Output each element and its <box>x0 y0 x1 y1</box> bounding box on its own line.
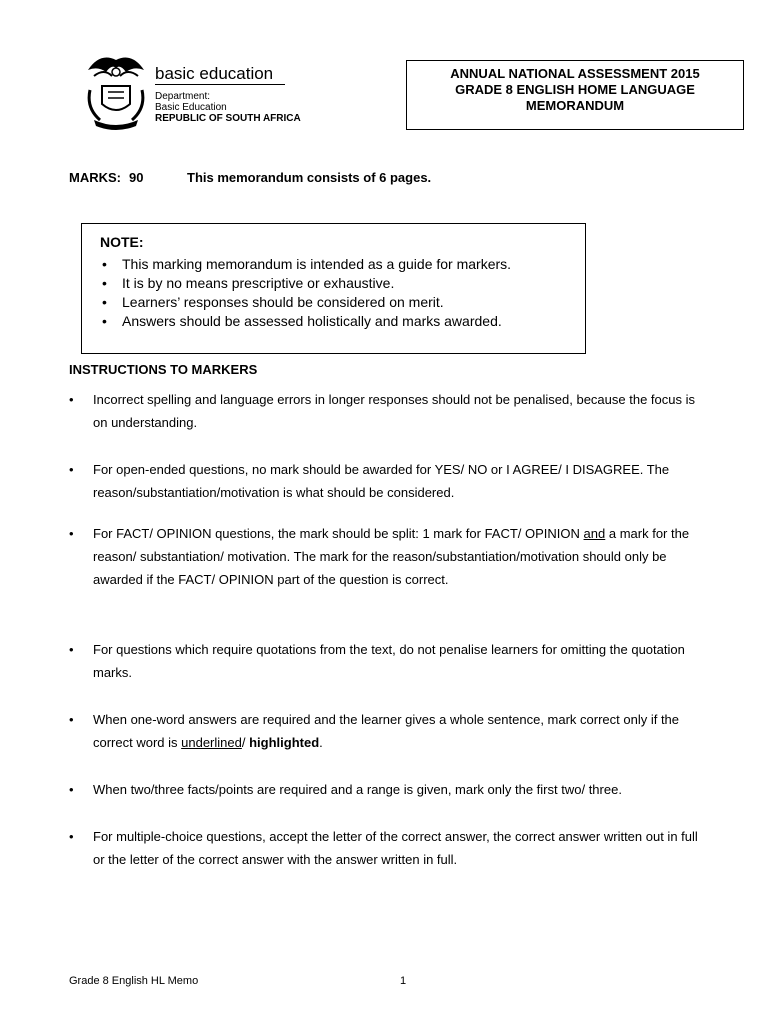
pages-info: This memorandum consists of 6 pages. <box>187 170 432 185</box>
highlighted-word: highlighted <box>249 735 320 750</box>
marks-line <box>69 170 431 185</box>
instruction-text: For questions which require quotations from the text, do not penalise learners for omitting the quotation marks. <box>93 642 685 680</box>
footer-document-name: Grade 8 English HL Memo <box>69 975 199 987</box>
note-title: NOTE: <box>100 234 144 250</box>
note-item: • Answers should be assessed holistically and marks awarded. <box>100 312 567 331</box>
bullet-icon: • <box>69 526 74 541</box>
bullet-icon: • <box>69 642 74 657</box>
instruction-item <box>69 388 709 434</box>
instruction-item <box>69 522 709 591</box>
instruction-text: For multiple-choice questions, accept the letter of the correct answer, the correct answer written out in full or the letter of the correct answer with the answer written in full. <box>93 829 698 867</box>
title-line-memorandum: MEMORANDUM <box>525 98 625 113</box>
instruction-item <box>69 638 709 684</box>
instruction-item <box>69 825 709 871</box>
instruction-text-part: For FACT/ OPINION questions, the mark should be split: 1 mark for FACT/ OPINION <box>93 526 584 541</box>
bullet-icon: • <box>69 829 74 844</box>
note-item: • Learners’ responses should be considered on merit. <box>100 293 567 312</box>
note-box <box>81 223 586 354</box>
instruction-text-part: a mark for the reason/ substantiation/ motivation. The mark for the reason/substantiation/motivation should only be awarded if the FACT/ OPINION part of the question is correct. <box>93 526 690 587</box>
bullet-icon: • <box>69 462 74 477</box>
title-line-grade: GRADE 8 ENGLISH HOME LANGUAGE <box>455 82 695 97</box>
instruction-item <box>69 458 709 504</box>
brand-country: REPUBLIC OF SOUTH AFRICA <box>155 113 301 124</box>
instruction-text <box>93 708 709 754</box>
instruction-text-part: . <box>319 735 323 750</box>
marks-value: 90 <box>129 170 144 185</box>
note-item: • It is by no means prescriptive or exhaustive. <box>100 274 567 293</box>
underlined-word: underlined <box>181 735 242 750</box>
instruction-text: When two/three facts/points are required and a range is given, mark only the first two/ three. <box>93 782 622 797</box>
instruction-item <box>69 778 709 801</box>
note-item: • This marking memorandum is intended as a guide for markers. <box>100 255 567 274</box>
marks-label: MARKS: <box>69 170 121 185</box>
document-title-box <box>406 60 744 130</box>
footer-page-number: 1 <box>400 975 407 987</box>
note-list <box>100 255 567 331</box>
instruction-item <box>69 708 709 754</box>
bullet-icon: • <box>69 392 74 407</box>
instruction-text <box>93 522 709 591</box>
instructions-heading: INSTRUCTIONS TO MARKERS <box>69 362 258 377</box>
coat-of-arms-logo <box>80 50 152 130</box>
brand-block <box>155 64 301 124</box>
title-line-assessment: ANNUAL NATIONAL ASSESSMENT 2015 <box>450 66 700 81</box>
brand-title: basic education <box>155 64 285 85</box>
bullet-icon: • <box>69 782 74 797</box>
instruction-text: Incorrect spelling and language errors in longer responses should not be penalised, because the focus is on understanding. <box>93 392 695 430</box>
brand-department-label: Department: <box>155 91 211 102</box>
underlined-and: and <box>583 526 606 541</box>
instruction-text-part: When one-word answers are required and the learner gives a whole sentence, mark correct only if the correct word is <box>93 712 680 750</box>
instruction-text-part: / <box>241 735 250 750</box>
instruction-text: For open-ended questions, no mark should be awarded for YES/ NO or I AGREE/ I DISAGREE. The reason/substantiation/motivation is what should be considered. <box>93 462 670 500</box>
bullet-icon: • <box>69 712 74 727</box>
brand-department-name: Basic Education <box>155 102 227 113</box>
